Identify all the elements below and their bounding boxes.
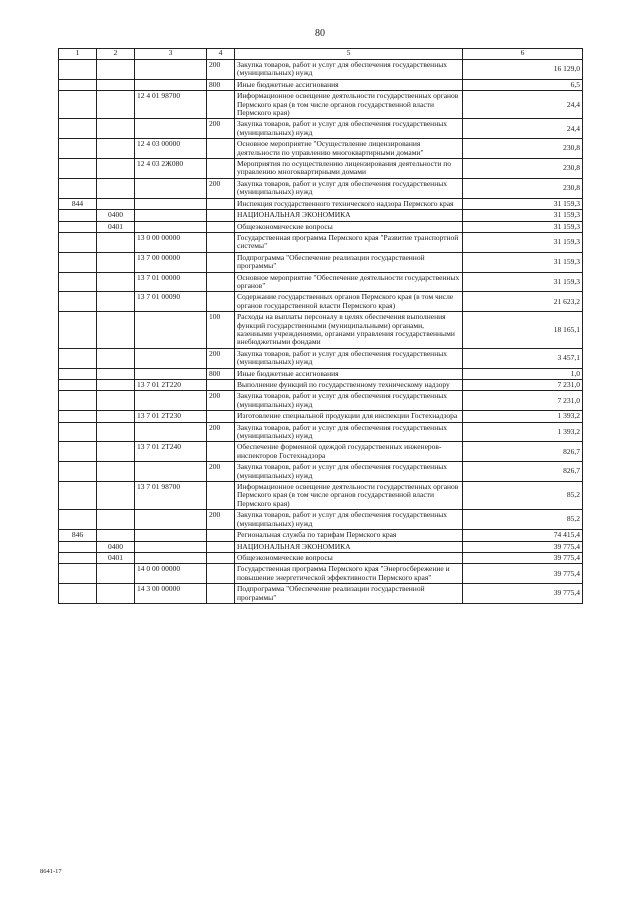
table-row (59, 530, 583, 541)
section-code-cell (97, 482, 135, 510)
admin-code-cell (59, 541, 97, 552)
amount-cell: 39 775,4 (463, 584, 583, 604)
section-code-cell (97, 510, 135, 530)
description-cell: НАЦИОНАЛЬНАЯ ЭКОНОМИКА (235, 541, 463, 552)
amount-cell: 1 393,2 (463, 411, 583, 422)
expense-type-cell (207, 159, 235, 179)
expense-type-cell (207, 541, 235, 552)
table-row (59, 221, 583, 232)
table-row (59, 198, 583, 209)
section-code-cell (97, 380, 135, 391)
target-article-cell: 13 7 01 98700 (135, 482, 207, 510)
amount-cell: 826,7 (463, 462, 583, 482)
section-code-cell (97, 159, 135, 179)
description-cell: Инспекция государственного технического надзора Пермского края (235, 198, 463, 209)
table-row (59, 541, 583, 552)
table-row (59, 159, 583, 179)
amount-cell: 6,5 (463, 79, 583, 90)
description-cell: Иные бюджетные ассигнования (235, 368, 463, 379)
table-row (59, 60, 583, 80)
admin-code-cell (59, 348, 97, 368)
target-article-cell (135, 391, 207, 411)
description-cell: Закупка товаров, работ и услуг для обеспечения государственных (муниципальных) нужд (235, 422, 463, 442)
section-code-cell (97, 312, 135, 349)
expense-type-cell (207, 380, 235, 391)
expense-type-cell (207, 564, 235, 584)
section-code-cell (97, 79, 135, 90)
description-cell: Региональная служба по тарифам Пермского края (235, 530, 463, 541)
description-cell: Государственная программа Пермского края "Развитие транспортной системы" (235, 232, 463, 252)
description-cell: Закупка товаров, работ и услуг для обеспечения государственных (муниципальных) нужд (235, 119, 463, 139)
table-body (59, 60, 583, 604)
table-row (59, 292, 583, 312)
table-row (59, 564, 583, 584)
amount-cell: 39 775,4 (463, 541, 583, 552)
admin-code-cell (59, 312, 97, 349)
admin-code-cell (59, 552, 97, 563)
target-article-cell: 13 7 01 00000 (135, 272, 207, 292)
admin-code-cell (59, 159, 97, 179)
expense-type-cell: 200 (207, 348, 235, 368)
admin-code-cell (59, 79, 97, 90)
admin-code-cell (59, 584, 97, 604)
admin-code-cell (59, 221, 97, 232)
column-header: 2 (97, 49, 135, 60)
expense-type-cell (207, 252, 235, 272)
target-article-cell (135, 221, 207, 232)
target-article-cell (135, 178, 207, 198)
amount-cell: 24,4 (463, 91, 583, 119)
amount-cell: 85,2 (463, 482, 583, 510)
admin-code-cell (59, 272, 97, 292)
section-code-cell: 0400 (97, 541, 135, 552)
description-cell: Иные бюджетные ассигнования (235, 79, 463, 90)
amount-cell: 3 457,1 (463, 348, 583, 368)
table-row (59, 462, 583, 482)
table-header-row (59, 49, 583, 60)
expense-type-cell: 200 (207, 391, 235, 411)
amount-cell: 230,8 (463, 178, 583, 198)
table-row (59, 482, 583, 510)
table-row (59, 119, 583, 139)
description-cell: Закупка товаров, работ и услуг для обеспечения государственных (муниципальных) нужд (235, 391, 463, 411)
admin-code-cell (59, 292, 97, 312)
amount-cell: 230,8 (463, 159, 583, 179)
target-article-cell (135, 348, 207, 368)
table-row (59, 178, 583, 198)
section-code-cell (97, 60, 135, 80)
admin-code-cell (59, 391, 97, 411)
expense-type-cell (207, 411, 235, 422)
table-row (59, 312, 583, 349)
admin-code-cell: 844 (59, 198, 97, 209)
amount-cell: 7 231,0 (463, 391, 583, 411)
description-cell: Мероприятия по осуществлению лицензирования деятельности по управлению многоквартирными домами (235, 159, 463, 179)
amount-cell: 39 775,4 (463, 552, 583, 563)
admin-code-cell (59, 380, 97, 391)
expense-type-cell: 800 (207, 79, 235, 90)
amount-cell: 31 159,3 (463, 272, 583, 292)
amount-cell: 1,0 (463, 368, 583, 379)
section-code-cell (97, 368, 135, 379)
section-code-cell (97, 391, 135, 411)
expense-type-cell (207, 221, 235, 232)
amount-cell: 31 159,3 (463, 232, 583, 252)
description-cell: НАЦИОНАЛЬНАЯ ЭКОНОМИКА (235, 210, 463, 221)
target-article-cell: 14 0 00 00000 (135, 564, 207, 584)
section-code-cell (97, 564, 135, 584)
expense-type-cell: 200 (207, 510, 235, 530)
expense-type-cell (207, 139, 235, 159)
target-article-cell (135, 422, 207, 442)
table-row (59, 139, 583, 159)
target-article-cell: 13 7 00 00000 (135, 252, 207, 272)
amount-cell: 16 129,0 (463, 60, 583, 80)
expense-type-cell: 100 (207, 312, 235, 349)
amount-cell: 31 159,3 (463, 221, 583, 232)
description-cell: Подпрограмма "Обеспечение реализации государственной программы" (235, 584, 463, 604)
admin-code-cell (59, 232, 97, 252)
section-code-cell (97, 119, 135, 139)
admin-code-cell (59, 564, 97, 584)
section-code-cell (97, 348, 135, 368)
description-cell: Основное мероприятие "Осуществление лицензирования деятельности по управлению многоквартирными домами" (235, 139, 463, 159)
section-code-cell (97, 442, 135, 462)
target-article-cell: 13 7 01 00090 (135, 292, 207, 312)
expense-type-cell (207, 530, 235, 541)
admin-code-cell (59, 60, 97, 80)
section-code-cell (97, 411, 135, 422)
amount-cell: 85,2 (463, 510, 583, 530)
section-code-cell (97, 91, 135, 119)
section-code-cell (97, 584, 135, 604)
admin-code-cell (59, 510, 97, 530)
admin-code-cell (59, 91, 97, 119)
expense-type-cell (207, 272, 235, 292)
amount-cell: 31 159,3 (463, 252, 583, 272)
expense-type-cell: 200 (207, 60, 235, 80)
table-row (59, 442, 583, 462)
table-row (59, 391, 583, 411)
table-row (59, 232, 583, 252)
description-cell: Основное мероприятие "Обеспечение деятельности государственных органов" (235, 272, 463, 292)
description-cell: Закупка товаров, работ и услуг для обеспечения государственных (муниципальных) нужд (235, 60, 463, 80)
table-row (59, 252, 583, 272)
description-cell: Закупка товаров, работ и услуг для обеспечения государственных (муниципальных) нужд (235, 348, 463, 368)
description-cell: Закупка товаров, работ и услуг для обеспечения государственных (муниципальных) нужд (235, 462, 463, 482)
budget-table (58, 48, 583, 604)
table-row (59, 584, 583, 604)
section-code-cell (97, 272, 135, 292)
expense-type-cell (207, 584, 235, 604)
table-row (59, 552, 583, 563)
page-number: 80 (315, 28, 325, 39)
admin-code-cell (59, 368, 97, 379)
expense-type-cell: 200 (207, 178, 235, 198)
section-code-cell: 0401 (97, 221, 135, 232)
section-code-cell: 0400 (97, 210, 135, 221)
expense-type-cell: 800 (207, 368, 235, 379)
expense-type-cell (207, 210, 235, 221)
table-row (59, 380, 583, 391)
section-code-cell (97, 198, 135, 209)
amount-cell: 21 623,2 (463, 292, 583, 312)
admin-code-cell (59, 442, 97, 462)
amount-cell: 39 775,4 (463, 564, 583, 584)
admin-code-cell (59, 252, 97, 272)
admin-code-cell (59, 482, 97, 510)
target-article-cell: 12 4 03 2Ж080 (135, 159, 207, 179)
table-row (59, 368, 583, 379)
target-article-cell: 13 7 01 2Т220 (135, 380, 207, 391)
description-cell: Закупка товаров, работ и услуг для обеспечения государственных (муниципальных) нужд (235, 178, 463, 198)
admin-code-cell (59, 210, 97, 221)
expense-type-cell (207, 91, 235, 119)
amount-cell: 7 231,0 (463, 380, 583, 391)
target-article-cell (135, 312, 207, 349)
section-code-cell (97, 292, 135, 312)
target-article-cell (135, 541, 207, 552)
description-cell: Расходы на выплаты персоналу в целях обеспечения выполнения функций государственными (муниципальными) органами, казенными учреждениями, органами управления государственными внебюджетными фондами (235, 312, 463, 349)
target-article-cell: 12 4 03 00000 (135, 139, 207, 159)
expense-type-cell (207, 198, 235, 209)
table-row (59, 348, 583, 368)
description-cell: Государственная программа Пермского края "Энергосбережение и повышение энергетической эффективности Пермского края" (235, 564, 463, 584)
table-row (59, 272, 583, 292)
table-row (59, 91, 583, 119)
admin-code-cell (59, 178, 97, 198)
target-article-cell: 13 7 01 2Т230 (135, 411, 207, 422)
column-header: 1 (59, 49, 97, 60)
table-row (59, 210, 583, 221)
section-code-cell: 0401 (97, 552, 135, 563)
admin-code-cell (59, 139, 97, 159)
description-cell: Обеспечение форменной одеждой государственных инженеров-инспекторов Гостехнадзора (235, 442, 463, 462)
amount-cell: 1 393,2 (463, 422, 583, 442)
description-cell: Информационное освещение деятельности государственных органов Пермского края (в том числе органов государственной власти Пермского края) (235, 482, 463, 510)
expense-type-cell (207, 232, 235, 252)
amount-cell: 230,8 (463, 139, 583, 159)
target-article-cell (135, 510, 207, 530)
expense-type-cell: 200 (207, 119, 235, 139)
amount-cell: 31 159,3 (463, 210, 583, 221)
column-header: 5 (235, 49, 463, 60)
column-header: 3 (135, 49, 207, 60)
target-article-cell: 12 4 01 98700 (135, 91, 207, 119)
column-header: 6 (463, 49, 583, 60)
admin-code-cell (59, 422, 97, 442)
table-row (59, 79, 583, 90)
description-cell: Изготовление специальной продукции для инспекции Гостехнадзора (235, 411, 463, 422)
admin-code-cell (59, 462, 97, 482)
target-article-cell (135, 119, 207, 139)
section-code-cell (97, 462, 135, 482)
table-row (59, 411, 583, 422)
expense-type-cell: 200 (207, 462, 235, 482)
admin-code-cell (59, 411, 97, 422)
description-cell: Содержание государственных органов Пермского края (в том числе органов государственной власти Пермского края) (235, 292, 463, 312)
target-article-cell (135, 210, 207, 221)
footer-code: 8641-17 (40, 868, 62, 875)
amount-cell: 826,7 (463, 442, 583, 462)
section-code-cell (97, 178, 135, 198)
table-row (59, 422, 583, 442)
expense-type-cell: 200 (207, 422, 235, 442)
description-cell: Общеэкономические вопросы (235, 221, 463, 232)
admin-code-cell (59, 119, 97, 139)
target-article-cell: 14 3 00 00000 (135, 584, 207, 604)
section-code-cell (97, 422, 135, 442)
section-code-cell (97, 252, 135, 272)
target-article-cell (135, 198, 207, 209)
target-article-cell: 13 7 01 2Т240 (135, 442, 207, 462)
target-article-cell: 13 0 00 00000 (135, 232, 207, 252)
expense-type-cell (207, 552, 235, 563)
expense-type-cell (207, 292, 235, 312)
target-article-cell (135, 79, 207, 90)
amount-cell: 74 415,4 (463, 530, 583, 541)
column-header: 4 (207, 49, 235, 60)
description-cell: Закупка товаров, работ и услуг для обеспечения государственных (муниципальных) нужд (235, 510, 463, 530)
description-cell: Общеэкономические вопросы (235, 552, 463, 563)
table-row (59, 510, 583, 530)
section-code-cell (97, 139, 135, 159)
section-code-cell (97, 232, 135, 252)
target-article-cell (135, 530, 207, 541)
expense-type-cell (207, 442, 235, 462)
description-cell: Информационное освещение деятельности государственных органов Пермского края (в том числе органов государственной власти Пермского края) (235, 91, 463, 119)
amount-cell: 24,4 (463, 119, 583, 139)
target-article-cell (135, 60, 207, 80)
target-article-cell (135, 552, 207, 563)
description-cell: Подпрограмма "Обеспечение реализации государственной программы" (235, 252, 463, 272)
expense-type-cell (207, 482, 235, 510)
target-article-cell (135, 368, 207, 379)
target-article-cell (135, 462, 207, 482)
amount-cell: 18 165,1 (463, 312, 583, 349)
description-cell: Выполнение функций по государственному техническому надзору (235, 380, 463, 391)
section-code-cell (97, 530, 135, 541)
admin-code-cell: 846 (59, 530, 97, 541)
amount-cell: 31 159,3 (463, 198, 583, 209)
